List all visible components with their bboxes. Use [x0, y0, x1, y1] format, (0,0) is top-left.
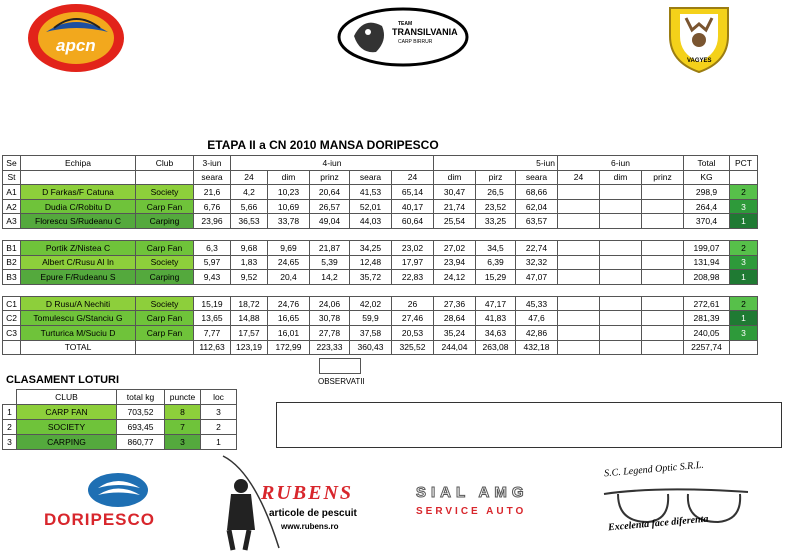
header-sector: Se	[3, 156, 21, 171]
club-cell: Society	[136, 255, 194, 270]
catch-value-cell: 9,69	[268, 240, 310, 255]
catch-value-cell: 5,39	[310, 255, 350, 270]
total-kg-cell: 272,61	[684, 296, 730, 311]
header-st: St	[3, 170, 21, 185]
vagyes-text: VAGYES	[687, 58, 712, 64]
catch-value-cell: 34,5	[476, 240, 516, 255]
sial-text: SIAL AMG	[416, 484, 529, 501]
header-sub: seara	[194, 170, 231, 185]
catch-value-cell: 15,29	[476, 270, 516, 285]
doripesco-logo	[44, 470, 192, 534]
catch-value-cell	[642, 311, 684, 326]
total-kg-cell: 298,9	[684, 185, 730, 200]
total-kg-cell: 240,05	[684, 325, 730, 340]
clasament-loc: 1	[201, 435, 237, 450]
pct-cell: 1	[730, 311, 758, 326]
total-value-cell: 123,19	[231, 340, 268, 355]
catch-value-cell: 23,02	[392, 240, 434, 255]
observatii-label: OBSERVATII	[318, 377, 365, 386]
team-row	[3, 325, 758, 340]
header-day-3: 5-iun	[434, 156, 558, 171]
team-name-cell: Turturica M/Suciu D	[21, 325, 136, 340]
catch-value-cell: 5,66	[231, 199, 268, 214]
header-pct: PCT	[730, 156, 758, 171]
catch-value-cell: 30,47	[434, 185, 476, 200]
catch-value-cell	[558, 270, 600, 285]
catch-value-cell: 36,53	[231, 214, 268, 229]
catch-value-cell: 41,83	[476, 311, 516, 326]
catch-value-cell	[600, 270, 642, 285]
team-row	[3, 311, 758, 326]
total-kg-cell: 131,94	[684, 255, 730, 270]
clasament-header-kg: total kg	[117, 390, 165, 405]
sector-cell: C3	[3, 325, 21, 340]
catch-value-cell: 42,02	[350, 296, 392, 311]
transilvania-logo	[336, 6, 470, 68]
team-name-cell: Portik Z/Nistea C	[21, 240, 136, 255]
catch-value-cell: 21,87	[310, 240, 350, 255]
header-sub: dim	[600, 170, 642, 185]
total-kg-cell: 281,39	[684, 311, 730, 326]
sector-cell: B2	[3, 255, 21, 270]
catch-value-cell	[558, 255, 600, 270]
pct-cell: 3	[730, 199, 758, 214]
catch-value-cell: 26,5	[476, 185, 516, 200]
catch-value-cell: 28,64	[434, 311, 476, 326]
header-sub: pirz	[476, 170, 516, 185]
catch-value-cell: 4,2	[231, 185, 268, 200]
header-sub: prinz	[310, 170, 350, 185]
catch-value-cell: 23,96	[194, 214, 231, 229]
catch-value-cell: 49,04	[310, 214, 350, 229]
catch-value-cell: 18,72	[231, 296, 268, 311]
catch-value-cell	[642, 255, 684, 270]
team-row	[3, 214, 758, 229]
total-value-cell	[600, 340, 642, 355]
pct-cell: 2	[730, 185, 758, 200]
sector-cell: A3	[3, 214, 21, 229]
catch-value-cell: 16,01	[268, 325, 310, 340]
pct-cell: 2	[730, 240, 758, 255]
team-name-cell: Albert C/Rusu Al In	[21, 255, 136, 270]
catch-value-cell: 14,2	[310, 270, 350, 285]
total-kg-cell: 208,98	[684, 270, 730, 285]
catch-value-cell	[600, 296, 642, 311]
catch-value-cell	[558, 296, 600, 311]
catch-value-cell: 34,63	[476, 325, 516, 340]
clasament-puncte: 8	[165, 405, 201, 420]
catch-value-cell: 25,54	[434, 214, 476, 229]
header-total: Total	[684, 156, 730, 171]
catch-value-cell	[558, 185, 600, 200]
clasament-nr: 2	[3, 420, 17, 435]
clasament-row	[3, 420, 237, 435]
team-name-cell: Florescu S/Rudeanu C	[21, 214, 136, 229]
header-row-2	[3, 170, 758, 185]
catch-value-cell: 9,68	[231, 240, 268, 255]
observatii-area[interactable]	[276, 402, 782, 448]
total-value-cell: 263,08	[476, 340, 516, 355]
catch-value-cell	[558, 311, 600, 326]
total-kg-cell: 370,4	[684, 214, 730, 229]
catch-value-cell: 47,17	[476, 296, 516, 311]
catch-value-cell: 26	[392, 296, 434, 311]
catch-value-cell: 20,64	[310, 185, 350, 200]
apcn-text: apcn	[56, 36, 96, 55]
team-row	[3, 255, 758, 270]
transilvania-title: TRANSILVANIA	[392, 27, 458, 37]
catch-value-cell: 7,77	[194, 325, 231, 340]
catch-value-cell: 16,65	[268, 311, 310, 326]
catch-value-cell: 23,94	[434, 255, 476, 270]
sector-cell: C1	[3, 296, 21, 311]
clasament-club: SOCIETY	[17, 420, 117, 435]
catch-value-cell	[600, 214, 642, 229]
total-value-cell: 223,33	[310, 340, 350, 355]
clasament-kg: 693,45	[117, 420, 165, 435]
catch-value-cell: 15,19	[194, 296, 231, 311]
catch-value-cell: 68,66	[516, 185, 558, 200]
total-value-cell: 172,99	[268, 340, 310, 355]
clasament-nr: 3	[3, 435, 17, 450]
header-team: Echipa	[21, 156, 136, 171]
team-row	[3, 270, 758, 285]
catch-value-cell: 35,72	[350, 270, 392, 285]
catch-value-cell	[600, 311, 642, 326]
sector-cell: C2	[3, 311, 21, 326]
catch-value-cell	[642, 270, 684, 285]
clasament-club: CARPING	[17, 435, 117, 450]
club-cell: Carping	[136, 270, 194, 285]
catch-value-cell: 35,24	[434, 325, 476, 340]
catch-value-cell: 60,64	[392, 214, 434, 229]
total-row	[3, 340, 758, 355]
transilvania-team: TEAM	[398, 21, 413, 27]
catch-value-cell: 52,01	[350, 199, 392, 214]
catch-value-cell: 37,58	[350, 325, 392, 340]
total-value-cell: 112,63	[194, 340, 231, 355]
sector-cell: A2	[3, 199, 21, 214]
team-name-cell: D Farkas/F Catuna	[21, 185, 136, 200]
header-kg: KG	[684, 170, 730, 185]
catch-value-cell: 59,9	[350, 311, 392, 326]
header-sub: 24	[558, 170, 600, 185]
catch-value-cell	[600, 199, 642, 214]
catch-value-cell: 24,65	[268, 255, 310, 270]
doripesco-text: DORIPESCO	[44, 510, 156, 529]
rubens-logo	[215, 452, 385, 552]
header-sub: dim	[434, 170, 476, 185]
catch-value-cell: 21,6	[194, 185, 231, 200]
catch-value-cell	[558, 240, 600, 255]
catch-value-cell: 41,53	[350, 185, 392, 200]
total-value-cell: 244,04	[434, 340, 476, 355]
legend-sub: Excelenta face diferenta	[607, 513, 709, 534]
catch-value-cell: 24,06	[310, 296, 350, 311]
catch-value-cell	[642, 240, 684, 255]
total-value-cell: 432,18	[516, 340, 558, 355]
empty-cell	[730, 340, 758, 355]
sector-cell: B1	[3, 240, 21, 255]
club-cell: Society	[136, 296, 194, 311]
pct-cell: 1	[730, 214, 758, 229]
catch-value-cell: 20,4	[268, 270, 310, 285]
clasament-row	[3, 435, 237, 450]
team-name-cell: D Rusu/A Nechiti	[21, 296, 136, 311]
pct-cell: 3	[730, 325, 758, 340]
clasament-nr: 1	[3, 405, 17, 420]
catch-value-cell: 63,57	[516, 214, 558, 229]
header-sub: prinz	[642, 170, 684, 185]
pct-cell: 1	[730, 270, 758, 285]
sector-cell: B3	[3, 270, 21, 285]
team-name-cell: Tomulescu G/Stanciu G	[21, 311, 136, 326]
empty-cell	[136, 340, 194, 355]
catch-value-cell	[642, 185, 684, 200]
catch-value-cell: 6,76	[194, 199, 231, 214]
catch-value-cell: 34,25	[350, 240, 392, 255]
clasament-puncte: 3	[165, 435, 201, 450]
club-cell: Carp Fan	[136, 199, 194, 214]
rubens-sub: articole de pescuit	[269, 508, 357, 519]
clasament-kg: 703,52	[117, 405, 165, 420]
catch-value-cell: 65,14	[392, 185, 434, 200]
header-day-1: 3-iun	[194, 156, 231, 171]
spacer-row	[3, 228, 758, 240]
total-kg-cell: 264,4	[684, 199, 730, 214]
sector-cell: A1	[3, 185, 21, 200]
total-value-cell: 360,43	[350, 340, 392, 355]
transilvania-sub: CARP BIRRUR	[398, 39, 433, 45]
catch-value-cell: 27,78	[310, 325, 350, 340]
clasament-header-loc: loc	[201, 390, 237, 405]
catch-value-cell: 1,83	[231, 255, 268, 270]
clasament-header-puncte: puncte	[165, 390, 201, 405]
legend-logo	[598, 459, 764, 542]
catch-value-cell: 17,97	[392, 255, 434, 270]
catch-value-cell: 24,12	[434, 270, 476, 285]
legend-text: S.C. Legend Optic S.R.L.	[603, 459, 705, 480]
header-day-4: 6-iun	[558, 156, 684, 171]
catch-value-cell: 12,48	[350, 255, 392, 270]
team-name-cell: Dudia C/Robitu D	[21, 199, 136, 214]
catch-value-cell	[642, 296, 684, 311]
team-row	[3, 240, 758, 255]
results-table	[2, 155, 758, 355]
club-cell: Carp Fan	[136, 240, 194, 255]
catch-value-cell: 22,74	[516, 240, 558, 255]
sial-sub: SERVICE AUTO	[416, 506, 527, 517]
clasament-kg: 860,77	[117, 435, 165, 450]
header-sub: dim	[268, 170, 310, 185]
catch-value-cell: 62,04	[516, 199, 558, 214]
catch-value-cell: 42,86	[516, 325, 558, 340]
header-sub: seara	[350, 170, 392, 185]
total-kg-cell: 199,07	[684, 240, 730, 255]
catch-value-cell: 32,32	[516, 255, 558, 270]
catch-value-cell: 9,43	[194, 270, 231, 285]
catch-value-cell: 45,33	[516, 296, 558, 311]
catch-value-cell: 40,17	[392, 199, 434, 214]
team-row	[3, 296, 758, 311]
header-row-1	[3, 156, 758, 171]
rubens-text: RUBENS	[261, 482, 354, 504]
header-sub: seara	[516, 170, 558, 185]
header-sub: 24	[392, 170, 434, 185]
catch-value-cell: 20,53	[392, 325, 434, 340]
pct-cell: 2	[730, 296, 758, 311]
catch-value-cell: 27,02	[434, 240, 476, 255]
total-value-cell	[642, 340, 684, 355]
empty-cell	[3, 340, 21, 355]
catch-value-cell	[600, 325, 642, 340]
catch-value-cell: 47,07	[516, 270, 558, 285]
clasament-loc: 3	[201, 405, 237, 420]
catch-value-cell: 33,78	[268, 214, 310, 229]
team-name-cell: Epure F/Rudeanu S	[21, 270, 136, 285]
spacer-row	[3, 284, 758, 296]
rubens-url: www.rubens.ro	[281, 522, 339, 531]
clasament-header-club: CLUB	[17, 390, 117, 405]
clasament-loc: 2	[201, 420, 237, 435]
catch-value-cell: 44,03	[350, 214, 392, 229]
catch-value-cell: 23,52	[476, 199, 516, 214]
catch-value-cell: 21,74	[434, 199, 476, 214]
total-label: TOTAL	[21, 340, 136, 355]
total-value-cell	[558, 340, 600, 355]
catch-value-cell	[558, 325, 600, 340]
catch-value-cell	[642, 325, 684, 340]
catch-value-cell: 47,6	[516, 311, 558, 326]
catch-value-cell	[600, 255, 642, 270]
total-value-cell: 325,52	[392, 340, 434, 355]
catch-value-cell: 33,25	[476, 214, 516, 229]
observatii-cell[interactable]	[319, 358, 361, 374]
catch-value-cell	[642, 199, 684, 214]
clasament-club: CARP FAN	[17, 405, 117, 420]
catch-value-cell: 10,69	[268, 199, 310, 214]
catch-value-cell: 10,23	[268, 185, 310, 200]
catch-value-cell: 17,57	[231, 325, 268, 340]
pct-cell: 3	[730, 255, 758, 270]
catch-value-cell: 14,88	[231, 311, 268, 326]
catch-value-cell: 6,39	[476, 255, 516, 270]
catch-value-cell	[600, 240, 642, 255]
club-cell: Society	[136, 185, 194, 200]
clasament-puncte: 7	[165, 420, 201, 435]
team-row	[3, 199, 758, 214]
header-club: Club	[136, 156, 194, 171]
team-row	[3, 185, 758, 200]
catch-value-cell: 24,76	[268, 296, 310, 311]
vagyes-logo	[662, 0, 736, 74]
catch-value-cell: 13,65	[194, 311, 231, 326]
catch-value-cell: 22,83	[392, 270, 434, 285]
catch-value-cell: 5,97	[194, 255, 231, 270]
catch-value-cell: 27,46	[392, 311, 434, 326]
catch-value-cell: 6,3	[194, 240, 231, 255]
catch-value-cell	[558, 214, 600, 229]
sial-logo	[414, 484, 554, 524]
clasament-title: CLASAMENT LOTURI	[6, 374, 120, 386]
catch-value-cell: 26,57	[310, 199, 350, 214]
clasament-header	[3, 390, 237, 405]
catch-value-cell: 9,52	[231, 270, 268, 285]
page-title: ETAPA II a CN 2010 MANSA DORIPESCO	[207, 138, 439, 152]
grand-total-cell: 2257,74	[684, 340, 730, 355]
apcn-logo	[24, 2, 128, 74]
catch-value-cell: 27,36	[434, 296, 476, 311]
clasament-row	[3, 405, 237, 420]
catch-value-cell: 30,78	[310, 311, 350, 326]
club-cell: Carp Fan	[136, 311, 194, 326]
catch-value-cell	[600, 185, 642, 200]
catch-value-cell	[558, 199, 600, 214]
club-cell: Carp Fan	[136, 325, 194, 340]
catch-value-cell	[642, 214, 684, 229]
clasament-table	[2, 389, 237, 450]
header-day-2: 4-iun	[231, 156, 434, 171]
club-cell: Carping	[136, 214, 194, 229]
header-sub: 24	[231, 170, 268, 185]
